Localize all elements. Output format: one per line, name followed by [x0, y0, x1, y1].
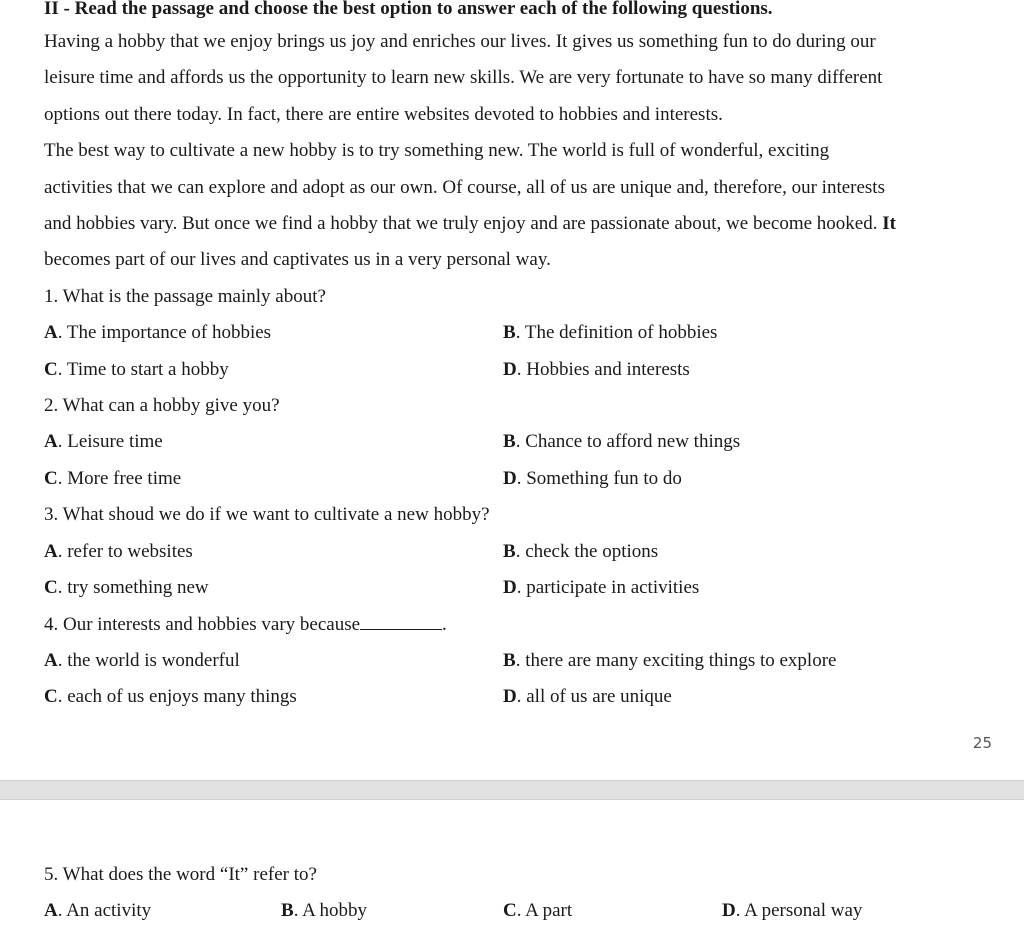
option-a — [44, 315, 503, 351]
option-b — [281, 893, 503, 929]
section-heading: II - Read the passage and choose the best option to answer each of the following questions. — [44, 0, 773, 19]
question-3-options — [44, 534, 994, 607]
option-letter: D — [503, 577, 517, 599]
page-separator — [0, 780, 1024, 800]
option-b — [503, 315, 994, 351]
option-letter: C — [503, 900, 517, 922]
option-letter: D — [503, 686, 517, 708]
passage-line: options out there today. In fact, there are entire websites devoted to hobbies and interests. — [44, 103, 723, 125]
option-text: . Something fun to do — [516, 467, 682, 489]
option-letter: B — [503, 649, 516, 671]
option-text: . refer to websites — [57, 540, 193, 562]
passage-paragraph-1 — [44, 24, 994, 133]
option-letter: D — [503, 358, 517, 380]
option-d — [722, 893, 994, 929]
passage-line: leisure time and affords us the opportunity to learn new skills. We are very fortunate to have so many different — [44, 67, 883, 89]
page-content — [44, 0, 994, 716]
option-c — [44, 679, 503, 715]
option-a — [44, 893, 281, 929]
option-text: . The importance of hobbies — [57, 322, 272, 344]
option-a — [44, 643, 503, 679]
option-text: . An activity — [57, 900, 152, 922]
option-text: . The definition of hobbies — [515, 322, 718, 344]
page-content — [44, 857, 994, 930]
option-d — [503, 570, 994, 606]
question-4-options — [44, 643, 994, 716]
option-text: . the world is wonderful — [57, 649, 240, 671]
option-letter: C — [44, 577, 58, 599]
option-text: . Leisure time — [57, 431, 163, 453]
document-page-26 — [0, 800, 1024, 930]
answer-blank — [360, 615, 442, 630]
option-letter: B — [503, 322, 516, 344]
option-b — [503, 534, 994, 570]
question-5-options — [44, 893, 994, 929]
question-5: 5. What does the word “It” refer to? — [44, 864, 317, 885]
option-text: . A part — [516, 900, 573, 922]
option-letter: A — [44, 322, 58, 344]
option-text: . Time to start a hobby — [57, 358, 229, 380]
option-text: . each of us enjoys many things — [57, 686, 297, 708]
option-d — [503, 352, 994, 388]
option-letter: A — [44, 540, 58, 562]
option-letter: A — [44, 649, 58, 671]
option-a — [44, 424, 503, 460]
passage-line-text: and hobbies vary. But once we find a hobby that we truly enjoy and are passionate about, we become hooked. — [44, 213, 878, 235]
option-b — [503, 643, 994, 679]
question-4-text: 4. Our interests and hobbies vary because — [44, 613, 361, 635]
option-text: . check the options — [515, 540, 659, 562]
passage-line: becomes part of our lives and captivates us in a very personal way. — [44, 249, 551, 271]
question-2: 2. What can a hobby give you? — [44, 395, 280, 417]
option-letter: D — [722, 900, 736, 922]
option-letter: D — [503, 467, 517, 489]
question-4 — [44, 607, 994, 643]
question-1: 1. What is the passage mainly about? — [44, 285, 326, 307]
option-d — [503, 461, 994, 497]
option-text: . A hobby — [293, 900, 368, 922]
option-letter: C — [44, 686, 58, 708]
passage-line: Having a hobby that we enjoy brings us joy and enriches our lives. It gives us something fun to do during our — [44, 31, 876, 52]
passage-line — [44, 206, 994, 242]
option-b — [503, 424, 994, 460]
option-text: . there are many exciting things to explore — [515, 649, 837, 671]
passage-paragraph-2 — [44, 133, 994, 279]
option-c — [44, 570, 503, 606]
option-text: . Hobbies and interests — [516, 358, 690, 380]
question-2-options — [44, 424, 994, 497]
option-letter: B — [281, 900, 294, 922]
option-text: . participate in activities — [516, 577, 700, 599]
option-c — [503, 893, 722, 929]
option-d — [503, 679, 994, 715]
option-letter: A — [44, 431, 58, 453]
option-letter: B — [503, 431, 516, 453]
option-text: . Chance to afford new things — [515, 431, 741, 453]
option-a — [44, 534, 503, 570]
page-number: 25 — [972, 734, 992, 752]
question-4-punct: . — [442, 613, 447, 635]
option-letter: C — [44, 358, 58, 380]
option-c — [44, 352, 503, 388]
option-letter: C — [44, 467, 58, 489]
option-letter: B — [503, 540, 516, 562]
passage-line: The best way to cultivate a new hobby is to try something new. The world is full of wonderful, exciting — [44, 140, 830, 162]
passage-line: activities that we can explore and adopt as our own. Of course, all of us are unique and, therefore, our interests — [44, 176, 885, 198]
highlighted-word-it: It — [882, 213, 896, 235]
option-text: . More free time — [57, 467, 182, 489]
option-text: . all of us are unique — [516, 686, 672, 708]
question-1-options — [44, 315, 994, 388]
option-letter: A — [44, 900, 58, 922]
option-text: . A personal way — [735, 900, 863, 922]
option-text: . try something new — [57, 577, 209, 599]
option-c — [44, 461, 503, 497]
question-3: 3. What shoud we do if we want to cultivate a new hobby? — [44, 504, 490, 526]
